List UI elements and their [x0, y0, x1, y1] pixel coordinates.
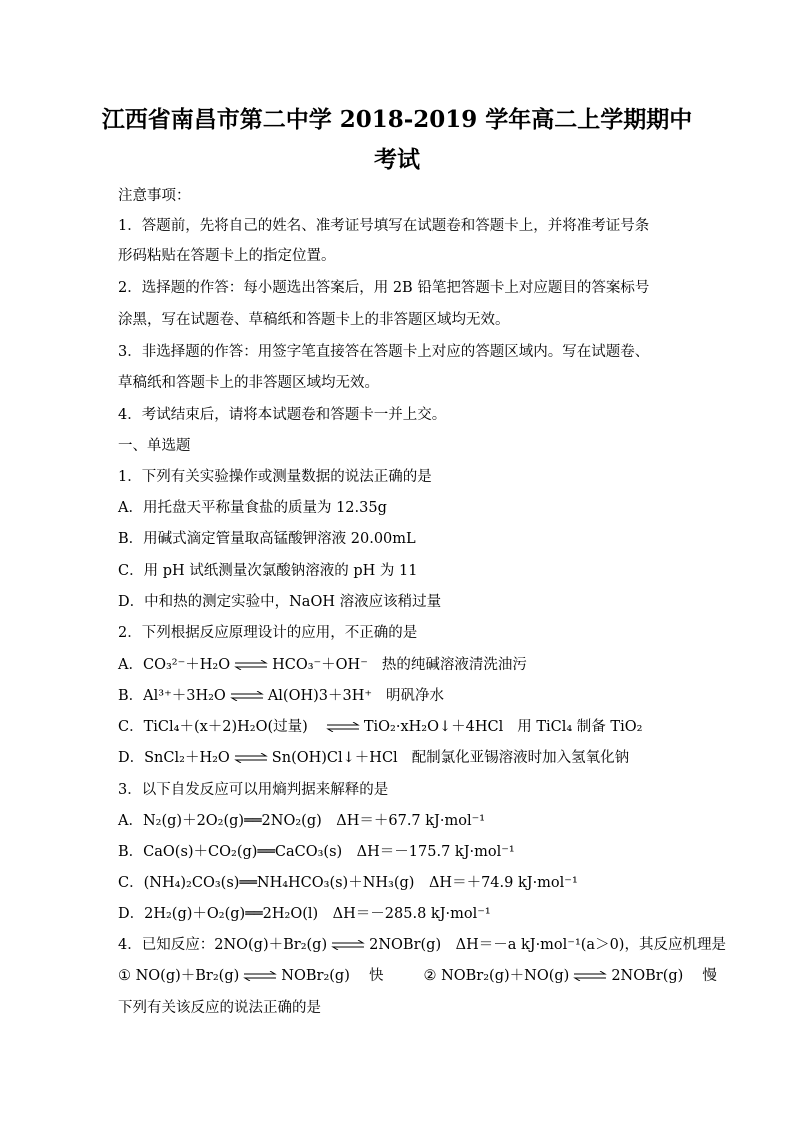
- q4-step2-products: 2NOBr(g) 慢: [611, 968, 717, 984]
- q2-a-application: 热的纯碱溶液清洗油污: [381, 657, 527, 673]
- exam-title-line1: 江西省南昌市第二中学 2018-2019 学年高二上学期期中: [101, 106, 693, 133]
- q4-mechanism: [118, 966, 717, 986]
- q2-option-d: [118, 748, 688, 768]
- q2-c-products: TiO₂·xH₂O↓＋4HCl: [363, 719, 504, 735]
- q2-stem: 2．下列根据反应原理设计的应用，不正确的是: [118, 625, 418, 641]
- q2-c-application: 用 TiCl₄ 制备 TiO₂: [517, 719, 643, 735]
- q2-d-products: Sn(OH)Cl↓＋HCl: [271, 750, 398, 766]
- q2-b-reactants: B．Al³⁺＋3H₂O: [118, 688, 226, 704]
- q1-option-c: C．用 pH 试纸测量次氯酸钠溶液的 pH 为 11: [118, 563, 418, 579]
- q1-option-d: D．中和热的测定实验中，NaOH 溶液应该稍过量: [118, 594, 442, 610]
- q3-option-d: D．2H₂(g)＋O₂(g)══2H₂O(l) ΔH＝－285.8 kJ·mol⁻¹: [118, 906, 491, 922]
- notice-line-4: 涂黑，写在试题卷、草稿纸和答题卡上的非答题区域均无效。: [118, 312, 510, 328]
- equilibrium-arrow-icon: [234, 660, 268, 670]
- q4-question: 下列有关该反应的说法正确的是: [118, 1000, 321, 1016]
- q1-stem: 1．下列有关实验操作或测量数据的说法正确的是: [118, 469, 432, 485]
- notice-line-7: 4．考试结束后，请将本试题卷和答题卡一并上交。: [118, 407, 447, 423]
- q3-option-b: B．CaO(s)＋CO₂(g)══CaCO₃(s) ΔH＝－175.7 kJ·mol⁻¹: [118, 844, 515, 860]
- q4-stem-reactants: 4．已知反应：2NO(g)＋Br₂(g): [118, 937, 328, 953]
- equilibrium-arrow-icon: [230, 691, 264, 701]
- equilibrium-arrow-icon: [573, 971, 607, 981]
- q2-option-c: [118, 717, 688, 737]
- equilibrium-arrow-icon: [326, 722, 360, 732]
- q4-step1-products: NOBr₂(g) 快: [281, 968, 384, 984]
- q4-step2-reactants: ② NOBr₂(g)＋NO(g): [423, 968, 570, 984]
- q1-option-a: A．用托盘天平称量食盐的质量为 12.35g: [118, 500, 387, 516]
- q3-stem: 3．以下自发反应可以用熵判据来解释的是: [118, 782, 389, 798]
- q2-c-reactants: C．TiCl₄＋(x＋2)H₂O(过量): [118, 719, 308, 735]
- q2-b-products: Al(OH)3＋3H⁺: [267, 688, 373, 704]
- notice-line-2: 形码粘贴在答题卡上的指定位置。: [118, 248, 336, 264]
- equilibrium-arrow-icon: [234, 753, 268, 763]
- notice-line-5: 3．非选择题的作答：用签字笔直接答在答题卡上对应的答题区域内。写在试题卷、: [118, 344, 650, 360]
- q2-option-b: [118, 686, 688, 706]
- q2-b-application: 明矾净水: [386, 688, 445, 704]
- notice-heading: 注意事项：: [118, 188, 191, 204]
- equilibrium-arrow-icon: [243, 971, 277, 981]
- q4-stem: [118, 935, 726, 955]
- exam-title-line2: 考试: [374, 146, 420, 173]
- notice-line-6: 草稿纸和答题卡上的非答题区域均无效。: [118, 375, 379, 391]
- notice-line-3: 2．选择题的作答：每小题选出答案后，用 2B 铅笔把答题卡上对应题目的答案标号: [118, 280, 650, 296]
- q3-option-a: A．N₂(g)＋2O₂(g)══2NO₂(g) ΔH＝＋67.7 kJ·mol⁻¹: [118, 813, 486, 829]
- q2-option-a: [118, 655, 688, 675]
- q2-a-reactants: A．CO₃²⁻＋H₂O: [118, 657, 231, 673]
- equilibrium-arrow-icon: [331, 940, 365, 950]
- q2-d-application: 配制氯化亚锡溶液时加入氢氧化钠: [411, 750, 630, 766]
- q1-option-b: B．用碱式滴定管量取高锰酸钾溶液 20.00mL: [118, 531, 416, 547]
- q2-d-reactants: D．SnCl₂＋H₂O: [118, 750, 230, 766]
- q4-stem-products: 2NOBr(g) ΔH＝－a kJ·mol⁻¹(a＞0)，其反应机理是: [369, 937, 726, 953]
- notice-line-1: 1．答题前，先将自己的姓名、准考证号填写在试题卷和答题卡上，并将准考证号条: [118, 218, 650, 234]
- q4-step1-reactants: ① NO(g)＋Br₂(g): [118, 968, 240, 984]
- section-heading: 一、单选题: [118, 438, 191, 454]
- q3-option-c: C．(NH₄)₂CO₃(s)══NH₄HCO₃(s)＋NH₃(g) ΔH＝＋74.9 kJ·mol⁻¹: [118, 875, 578, 891]
- q2-a-products: HCO₃⁻＋OH⁻: [272, 657, 368, 673]
